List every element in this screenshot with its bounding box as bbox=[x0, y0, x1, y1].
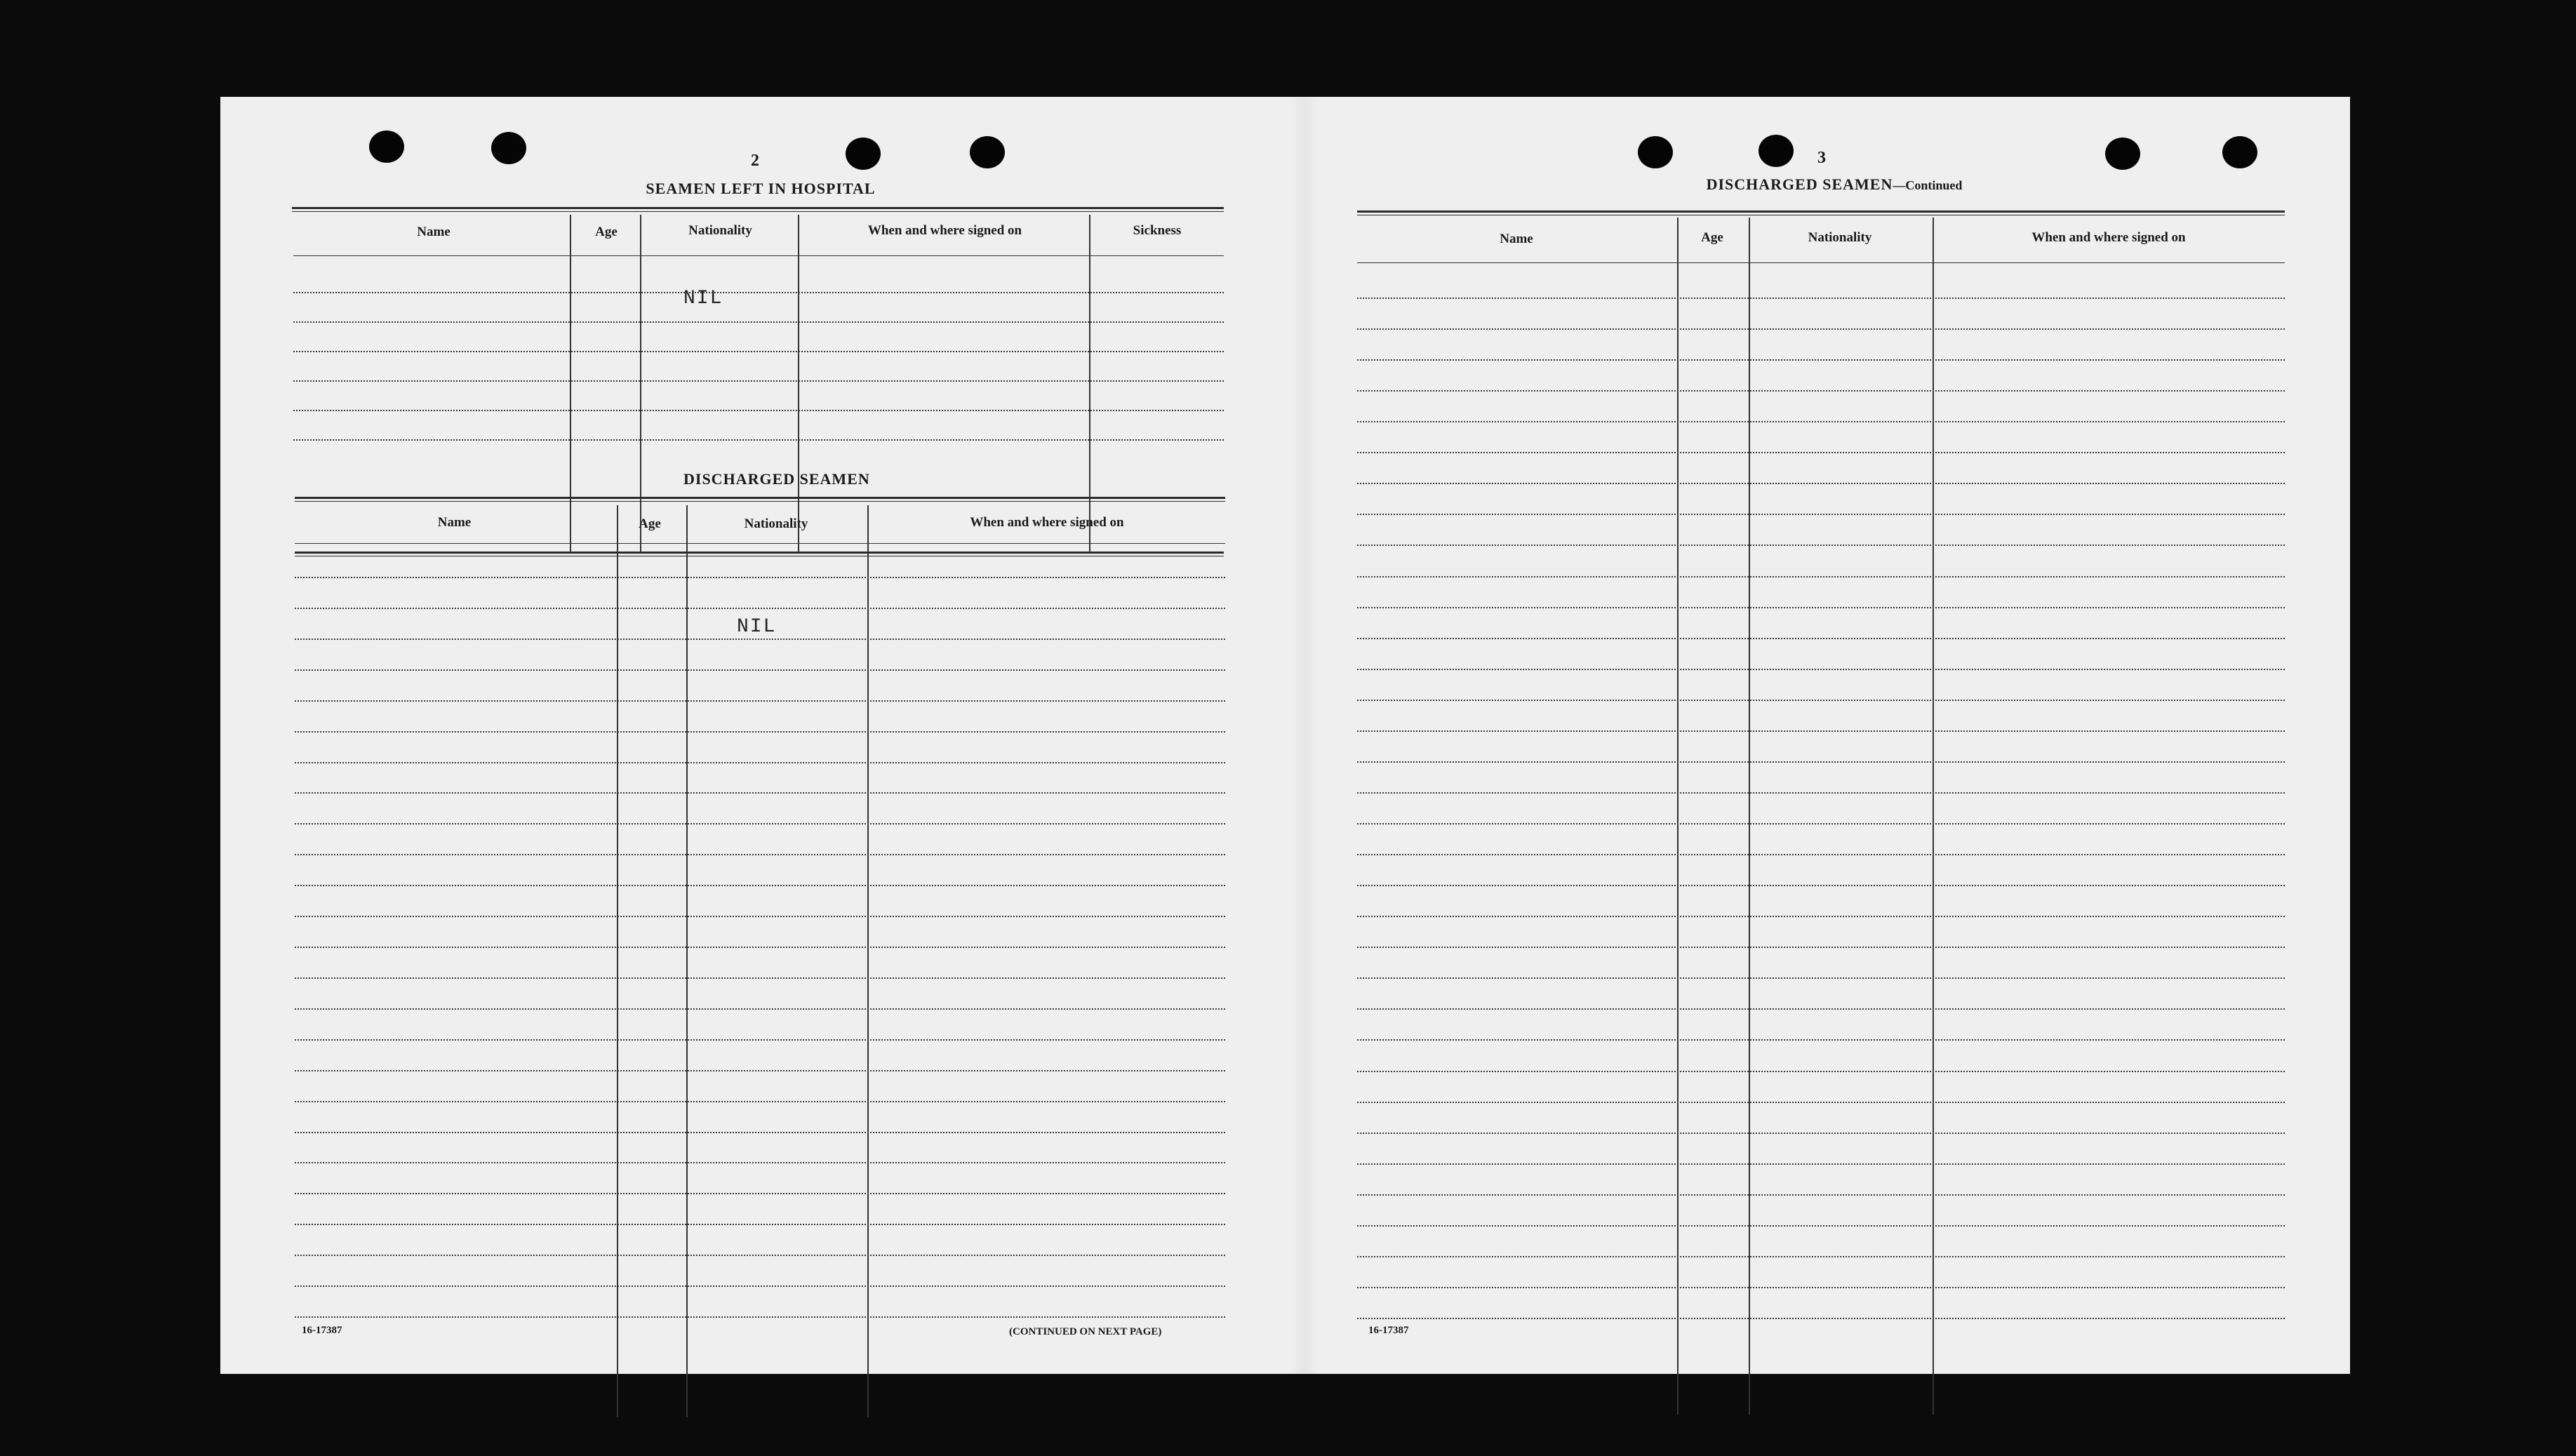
ruled-row-line bbox=[295, 577, 1225, 578]
column-header-age: Age bbox=[595, 225, 618, 239]
ruled-row-line bbox=[1357, 885, 2285, 886]
ruled-row-line bbox=[1357, 1318, 2285, 1319]
ruled-row-line bbox=[1357, 916, 2285, 917]
punch-hole bbox=[369, 131, 404, 163]
ruled-row-line bbox=[293, 292, 1224, 293]
column-divider bbox=[1749, 218, 1750, 1415]
ruled-row-line bbox=[1357, 1256, 2285, 1257]
ruled-row-line bbox=[1357, 1287, 2285, 1288]
double-rule bbox=[295, 552, 1224, 556]
double-rule bbox=[1357, 211, 2285, 215]
header-underline bbox=[295, 543, 1225, 544]
ruled-row-line bbox=[295, 1316, 1225, 1318]
ruled-row-line bbox=[1357, 1133, 2285, 1134]
heading-suffix: —Continued bbox=[1893, 178, 1963, 192]
ruled-row-line bbox=[1357, 545, 2285, 546]
punch-hole bbox=[846, 138, 881, 170]
ruled-row-line bbox=[293, 410, 1224, 411]
ruled-row-line bbox=[1357, 977, 2285, 979]
ruled-row-line bbox=[295, 762, 1225, 763]
double-rule bbox=[292, 207, 1224, 212]
heading-text: DISCHARGED SEAMEN bbox=[1706, 175, 1893, 193]
ruled-row-line bbox=[1357, 576, 2285, 577]
form-number: 16-17387 bbox=[1368, 1325, 1409, 1336]
ruled-row-line bbox=[1357, 390, 2285, 392]
ruled-row-line bbox=[1357, 328, 2285, 330]
discharged-continued-heading bbox=[1680, 175, 1989, 194]
ruled-row-line bbox=[1357, 359, 2285, 361]
ruled-row-line bbox=[295, 792, 1225, 794]
column-header-age: Age bbox=[1701, 230, 1723, 245]
column-header-signed-on: When and where signed on bbox=[867, 223, 1022, 238]
punch-hole bbox=[2105, 138, 2140, 170]
ruled-row-line bbox=[1357, 854, 2285, 855]
ruled-row-line bbox=[1357, 947, 2285, 948]
punch-hole bbox=[970, 136, 1005, 168]
column-divider bbox=[1933, 218, 1934, 1415]
ruled-row-line bbox=[1357, 607, 2285, 608]
ruled-row-line bbox=[295, 885, 1225, 886]
ruled-row-line bbox=[295, 1224, 1225, 1225]
column-header-name: Name bbox=[1500, 232, 1533, 246]
column-header-name: Name bbox=[437, 515, 472, 530]
ruled-row-line bbox=[293, 380, 1224, 382]
column-divider bbox=[867, 505, 869, 1417]
ruled-row-line bbox=[1357, 1102, 2285, 1103]
ruled-row-line bbox=[295, 1162, 1225, 1163]
form-number: 16-17387 bbox=[302, 1325, 342, 1336]
ruled-row-line bbox=[1357, 421, 2285, 422]
column-divider bbox=[617, 505, 618, 1417]
punch-hole bbox=[1638, 136, 1673, 168]
hospital-section-heading: SEAMEN LEFT IN HOSPITAL bbox=[646, 180, 876, 197]
column-divider bbox=[686, 505, 688, 1417]
ruled-row-line bbox=[1357, 730, 2285, 732]
column-header-age: Age bbox=[639, 516, 661, 531]
ruled-row-line bbox=[295, 977, 1225, 979]
ruled-row-line bbox=[293, 439, 1224, 441]
ruled-row-line bbox=[1357, 483, 2285, 484]
ruled-row-line bbox=[293, 321, 1224, 323]
ruled-row-line bbox=[1357, 1194, 2285, 1196]
ruled-row-line bbox=[1357, 700, 2285, 701]
ruled-row-line bbox=[1357, 1225, 2285, 1227]
column-header-signed-on: When and where signed on bbox=[2031, 230, 2186, 245]
ruled-row-line bbox=[295, 1132, 1225, 1133]
ruled-row-line bbox=[295, 639, 1225, 640]
header-underline bbox=[293, 255, 1224, 256]
ruled-row-line bbox=[295, 608, 1225, 609]
punch-hole bbox=[2222, 136, 2257, 168]
column-header-nationality: Nationality bbox=[744, 516, 808, 531]
continued-note: (CONTINUED ON NEXT PAGE) bbox=[1009, 1326, 1162, 1337]
nil-stamp: NIL bbox=[737, 616, 777, 638]
column-header-sickness: Sickness bbox=[1133, 223, 1182, 238]
punch-hole bbox=[1759, 135, 1794, 167]
ruled-row-line bbox=[1357, 792, 2285, 794]
page-number: 2 bbox=[751, 152, 759, 170]
ruled-row-line bbox=[295, 1285, 1225, 1287]
ruled-row-line bbox=[1357, 1039, 2285, 1041]
ruled-row-line bbox=[1357, 1163, 2285, 1165]
ruled-row-line bbox=[295, 731, 1225, 733]
ruled-row-line bbox=[1357, 514, 2285, 515]
ruled-row-line bbox=[1357, 298, 2285, 299]
column-header-name: Name bbox=[417, 225, 451, 239]
ruled-row-line bbox=[295, 700, 1225, 702]
ruled-row-line bbox=[293, 351, 1224, 352]
header-underline bbox=[1357, 262, 2285, 263]
ruled-row-line bbox=[295, 1039, 1225, 1041]
ruled-row-line bbox=[1357, 1008, 2285, 1010]
page-fold bbox=[1290, 97, 1319, 1374]
ruled-row-line bbox=[295, 916, 1225, 917]
ruled-row-line bbox=[1357, 452, 2285, 453]
ruled-row-line bbox=[295, 823, 1225, 824]
punch-hole bbox=[491, 132, 526, 164]
page-number: 3 bbox=[1817, 149, 1826, 167]
ruled-row-line bbox=[1357, 669, 2285, 670]
column-divider bbox=[1677, 218, 1679, 1415]
ruled-row-line bbox=[1357, 1071, 2285, 1072]
column-header-nationality: Nationality bbox=[1808, 230, 1872, 245]
ruled-row-line bbox=[295, 1008, 1225, 1010]
ruled-row-line bbox=[1357, 761, 2285, 763]
ruled-row-line bbox=[1357, 638, 2285, 639]
discharged-section-heading: DISCHARGED SEAMEN bbox=[683, 470, 870, 488]
ruled-row-line bbox=[295, 947, 1225, 948]
column-header-signed-on: When and where signed on bbox=[970, 515, 1124, 530]
ruled-row-line bbox=[295, 669, 1225, 671]
ruled-row-line bbox=[295, 1255, 1225, 1256]
column-header-nationality: Nationality bbox=[688, 223, 752, 238]
ruled-row-line bbox=[295, 1193, 1225, 1194]
ruled-row-line bbox=[295, 1101, 1225, 1102]
double-rule bbox=[295, 497, 1225, 502]
ruled-row-line bbox=[1357, 823, 2285, 824]
nil-stamp: NIL bbox=[683, 288, 723, 309]
ruled-row-line bbox=[295, 1070, 1225, 1071]
document-sheet bbox=[220, 97, 2350, 1374]
ruled-row-line bbox=[295, 854, 1225, 855]
